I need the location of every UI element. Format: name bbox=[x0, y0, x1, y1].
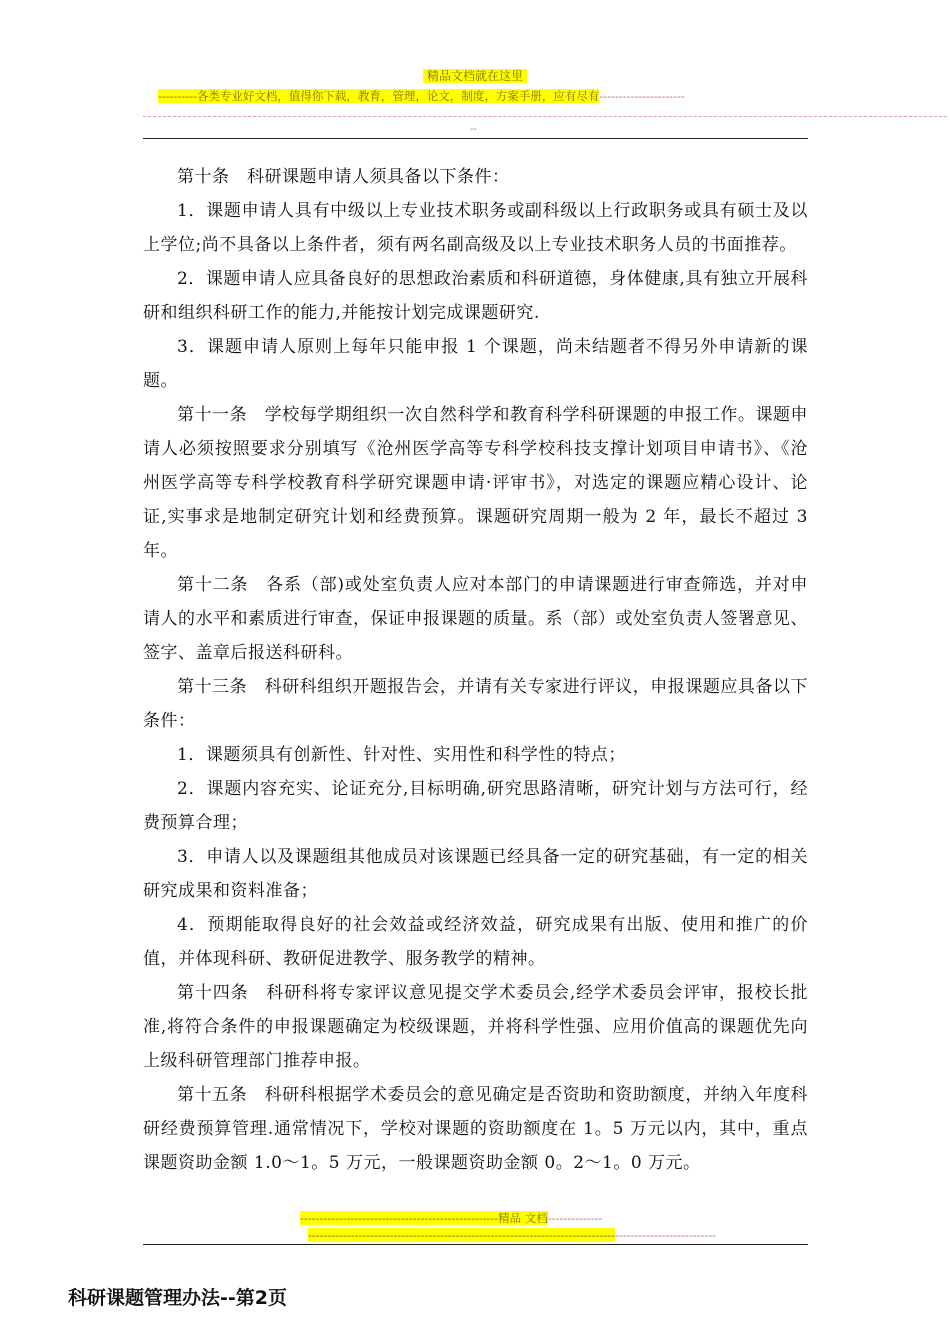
footer-banner bbox=[300, 1210, 602, 1226]
footer-rule bbox=[143, 1244, 808, 1245]
header-title bbox=[0, 68, 950, 84]
paragraph: 3．申请人以及课题组其他成员对该课题已经具备一定的研究基础，有一定的相关研究成果和资料准备； bbox=[143, 847, 808, 901]
paragraph: 2．课题内容充实、论证充分,目标明确,研究思路清晰，研究计划与方法可行，经费预算合理； bbox=[143, 779, 808, 833]
paragraph: 第十二条 各系（部)或处室负责人应对本部门的申请课题进行审查筛选，并对申请人的水平和素质进行审查，保证申报课题的质量。系（部）或处室负责人签署意见、签字、盖章后报送科研科。 bbox=[143, 575, 808, 663]
header-title-text: 精品文档就在这里 bbox=[423, 69, 527, 83]
paragraph: 3．课题申请人原则上每年只能申报 1 个课题，尚未结题者不得另外申请新的课题。 bbox=[143, 337, 808, 391]
paragraph: 第十三条 科研科组织开题报告会，并请有关专家进行评议，申报课题应具备以下条件： bbox=[143, 677, 808, 731]
paragraph: 2．课题申请人应具备良好的思想政治素质和科研道德，身体健康,具有独立开展科研和组织科研工作的能力,并能按计划完成课题研究. bbox=[143, 269, 808, 323]
paragraph: 第十四条 科研科将专家评议意见提交学术委员会,经学术委员会评审，报校长批准,将符合条件的申报课题确定为校级课题，并将科学性强、应用价值高的课题优先向上级科研管理部门推荐申报。 bbox=[143, 983, 808, 1071]
paragraph: 第十条 科研课题申请人须具备以下条件： bbox=[177, 167, 510, 187]
footer-banner-secondary bbox=[308, 1227, 808, 1243]
paragraph: 1．课题申请人具有中级以上专业技术职务或副科级以上行政职务或具有硕士及以上学位;尚不具备以上条件者，须有两名副高级及以上专业技术职务人员的书面推荐。 bbox=[143, 201, 808, 255]
paragraph: 第十五条 科研科根据学术委员会的意见确定是否资助和资助额度，并纳入年度科研经费预算管理.通常情况下，学校对课题的资助额度在 1。5 万元以内，其中，重点课题资助金额 1.0～1。5 万元，一般课题资助金额 0。2～1。0 万元。 bbox=[143, 1085, 808, 1173]
footer-banner2-text: ------------------------------------------------------------------------------- bbox=[308, 1228, 615, 1242]
footer-banner-trail: -------------- bbox=[547, 1211, 603, 1225]
page-footer-label: 科研课题管理办法--第2页 bbox=[68, 1287, 287, 1309]
footer-banner2-trail: -------------------------- bbox=[614, 1228, 717, 1242]
header-banner-text: ----------各类专业好文档，值得你下载，教育，管理，论文，制度，方案手册，应有尽有 bbox=[158, 89, 600, 103]
paragraph: 4．预期能取得良好的社会效益或经济效益，研究成果有出版、使用和推广的价值，并体现科研、教研促进教学、服务教学的精神。 bbox=[143, 915, 808, 969]
footer-banner-text: ---------------------------------------------------精品 文档 bbox=[300, 1211, 548, 1225]
header-dashed-divider bbox=[143, 116, 947, 117]
header-banner bbox=[158, 87, 790, 105]
paragraph: 第十一条 学校每学期组织一次自然科学和教育科学科研课题的申报工作。课题申请人必须按照要求分别填写《沧州医学高等专科学校科技支撑计划项目申请书》、《沧州医学高等专科学校教育科学研究课题申请·评审书》，对选定的课题应精心设计、论证,实事求是地制定研究计划和经费预算。课题研究周期一般为 2 年，最长不超过 3 年。 bbox=[143, 405, 808, 561]
header-banner-trail: ---------------------- bbox=[599, 89, 685, 103]
paragraph: 1．课题须具有创新性、针对性、实用性和科学性的特点； bbox=[177, 745, 626, 765]
document-body bbox=[143, 160, 808, 1180]
header-dash-short: -- bbox=[470, 124, 477, 135]
header-rule bbox=[143, 138, 808, 139]
